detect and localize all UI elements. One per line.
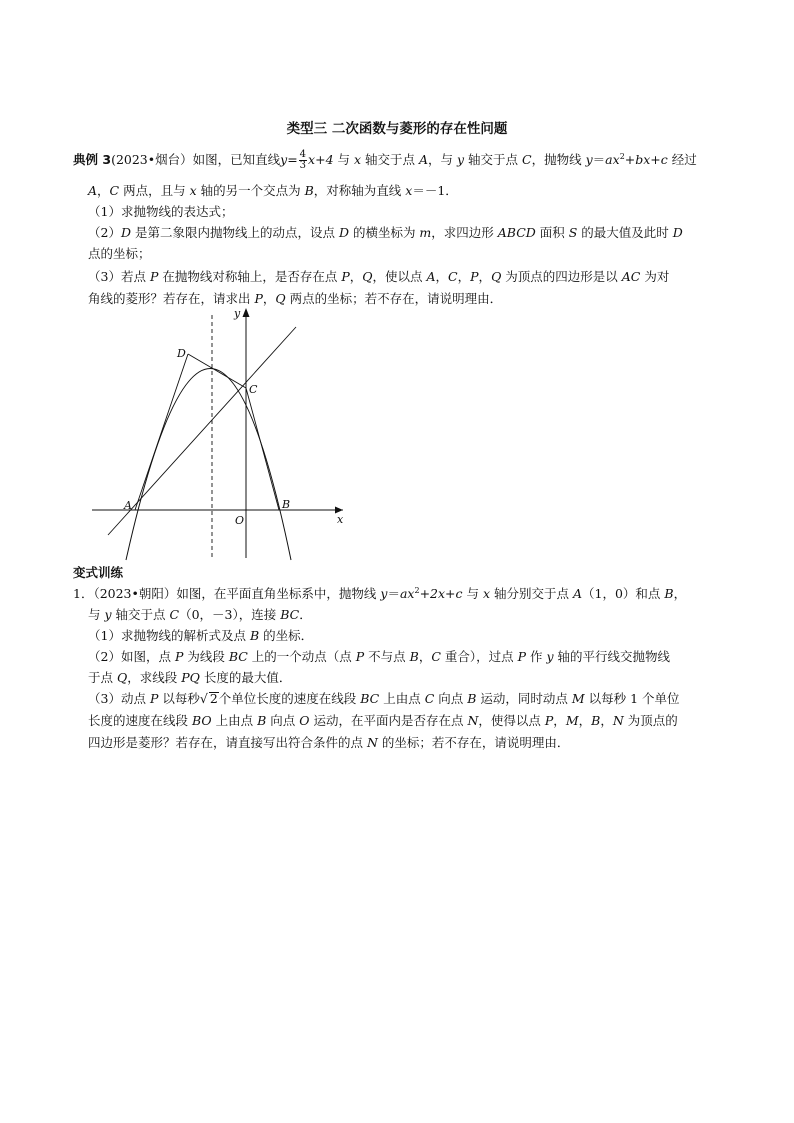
point-c-label: C [249,383,258,396]
y-axis-arrow [243,308,250,317]
line-ac [108,327,296,535]
x-axis-label: x [337,513,344,526]
section-title: 类型三 二次函数与菱形的存在性问题 [286,121,508,137]
variant-question-3: （3）动点 P 以每秒√ 2个单位长度的速度在线段 BC 上由点 C 向点 B 运动，同时动点 M 以每秒 1 个单位 [88,691,680,706]
segment-ad [135,354,188,510]
variant-question-3-cont-1: 长度的速度在线段 BO 上由点 B 向点 O 运动，在平面内是否存在点 N，使得以点 P，M，B，N 为顶点的 [88,713,678,728]
point-b-label: B [282,498,291,511]
point-d-label: D [177,347,186,360]
example-question-3: （3）若点 P 在抛物线对称轴上，是否存在点 P，Q，使以点 A，C，P，Q 为顶点的四边形是以 AC 为对 [88,269,670,284]
variant-question-1: （1）求抛物线的解析式及点 B 的坐标． [88,628,314,643]
example-question-3-cont: 角线的菱形？若存在，请求出 P，Q 两点的坐标；若不存在，请说明理由． [88,291,503,306]
point-a-label: A [124,499,132,512]
variant-heading: 变式训练 [73,565,124,580]
segment-cb [246,388,279,510]
origin-label: O [235,514,245,527]
example-question-2: （2）D 是第二象限内抛物线上的动点，设点 D 的横坐标为 m，求四边形 ABCD 面积 S 的最大值及此时 D [88,225,683,240]
variant-line-1: 1．（2023•朝阳）如图，在平面直角坐标系中，抛物线 $y=ax^2+2x+c$ 与 x 轴分别交于点 A（1，0）和点 B， [73,586,687,601]
sqrt-symbol: √ [199,691,208,706]
example-line-2: A，C 两点，且与 x 轴的另一个交点为 B，对称轴为直线 x＝－1． [88,183,458,198]
variant-line-2: 与 y 轴交于点 C（0，－3），连接 BC． [88,607,312,622]
fraction: $\frac{4}{3}$ [299,149,307,171]
variant-question-2-cont: 于点 Q，求线段 PQ 长度的最大值． [88,670,292,685]
example-question-2-cont: 点的坐标； [88,246,151,261]
coordinate-figure [88,305,358,565]
example-line-1: 典例 3(2023•烟台）如图，已知直线y= $\frac{4}{3}$ x+4 与 x 轴交于点 A，与 y 轴交于点 C，抛物线 $y=ax^2+bx+c$ 经过 [73,149,697,171]
example-question-1: （1）求抛物线的表达式； [88,204,234,219]
y-axis-label: y [234,307,241,320]
example-label: 典例 3 [73,152,112,167]
segment-dc [188,354,246,388]
variant-question-3-cont-2: 四边形是菱形？若存在，请直接写出符合条件的点 N 的坐标；若不存在，请说明理由． [88,735,570,750]
variant-question-2: （2）如图，点 P 为线段 BC 上的一个动点（点 P 不与点 B，C 重合），过点 P 作 y 轴的平行线交抛物线 [88,649,671,664]
